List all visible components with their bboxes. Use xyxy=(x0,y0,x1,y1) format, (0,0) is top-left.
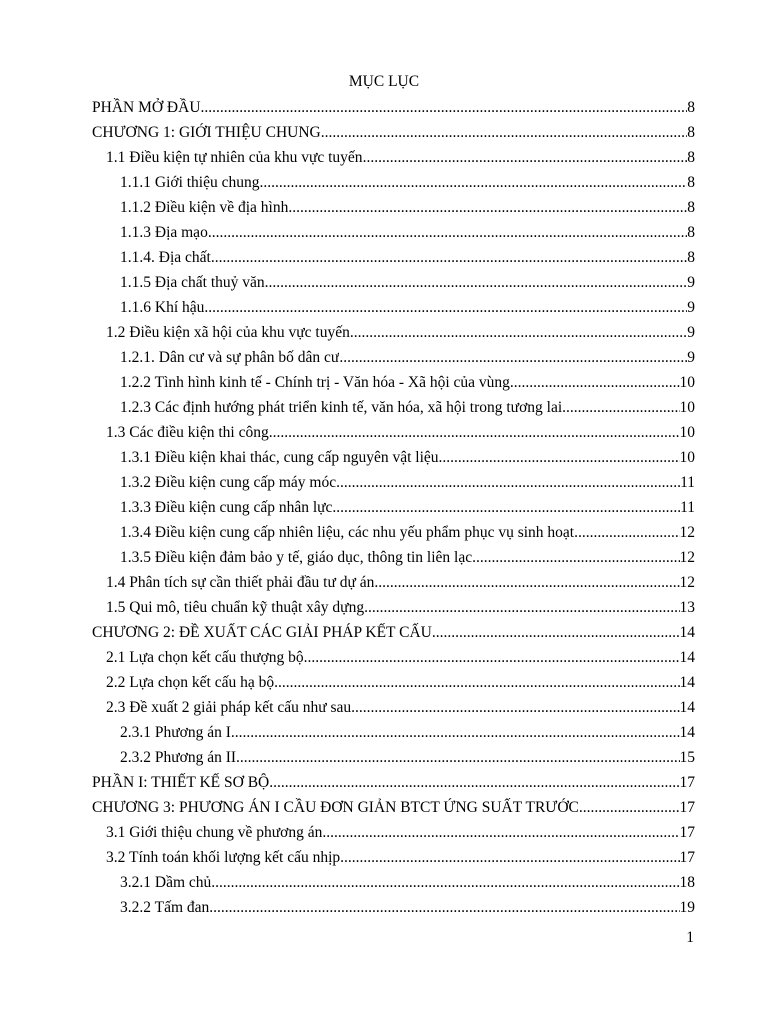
toc-entry-page: 14 xyxy=(679,624,695,641)
toc-entry-page: 8 xyxy=(687,99,695,116)
toc-entry-page: 17 xyxy=(679,799,695,816)
toc-dot-leader xyxy=(579,795,680,820)
toc-entry[interactable] xyxy=(0,345,768,370)
toc-entry-title: 1.1.3 Địa mạo xyxy=(120,224,208,241)
toc-entry[interactable] xyxy=(0,445,768,470)
toc-entry-title: 3.2.1 Dầm chủ xyxy=(120,874,212,891)
toc-dot-leader xyxy=(201,95,687,120)
toc-entry[interactable] xyxy=(0,620,768,645)
toc-dot-leader xyxy=(211,245,687,270)
toc-entry-title: 1.2 Điều kiện xã hội của khu vực tuyến xyxy=(106,324,350,341)
toc-entry-line xyxy=(120,295,695,320)
toc-entry-title: 2.1 Lựa chọn kết cấu thượng bộ xyxy=(106,649,304,666)
toc-entry-page: 9 xyxy=(687,349,695,366)
toc-entry[interactable] xyxy=(0,545,768,570)
toc-entry[interactable] xyxy=(0,195,768,220)
toc-entry-title: 1.4 Phân tích sự cần thiết phải đầu tư dự án xyxy=(106,574,375,591)
toc-dot-leader xyxy=(208,220,687,245)
toc-dot-leader xyxy=(209,895,679,920)
toc-title: MỤC LỤC xyxy=(348,73,420,90)
toc-entry-page: 8 xyxy=(687,249,695,266)
toc-entry-page: 15 xyxy=(679,749,695,766)
toc-dot-leader xyxy=(269,770,679,795)
toc-entry[interactable] xyxy=(0,845,768,870)
toc-entry-title: CHƯƠNG 2: ĐỀ XUẤT CÁC GIẢI PHÁP KẾT CẤU xyxy=(92,624,432,641)
toc-dot-leader xyxy=(211,870,679,895)
toc-entry-line xyxy=(120,870,695,895)
toc-dot-leader xyxy=(332,495,680,520)
toc-entry[interactable] xyxy=(0,895,768,920)
toc-entry[interactable] xyxy=(0,320,768,345)
toc-entry-title: 1.3.1 Điều kiện khai thác, cung cấp nguyên vật liệu xyxy=(120,449,439,466)
toc-entry-line xyxy=(106,820,695,845)
toc-entry-page: 10 xyxy=(679,449,695,466)
toc-dot-leader xyxy=(562,395,679,420)
toc-dot-leader xyxy=(350,320,687,345)
toc-dot-leader xyxy=(269,420,680,445)
toc-entry[interactable] xyxy=(0,295,768,320)
toc-entry-page: 19 xyxy=(679,899,695,916)
toc-entry-title: 1.1.4. Địa chất xyxy=(120,249,211,266)
toc-entry-line xyxy=(120,895,695,920)
toc-entry-line xyxy=(92,620,695,645)
toc-dot-leader xyxy=(374,570,679,595)
toc-dot-leader xyxy=(321,120,687,145)
toc-dot-leader xyxy=(439,445,680,470)
page-number: 1 xyxy=(686,929,694,946)
toc-entry[interactable] xyxy=(0,370,768,395)
toc-entry-page: 9 xyxy=(687,274,695,291)
toc-entry-title: 1.2.1. Dân cư và sự phân bố dân cư xyxy=(120,349,340,366)
toc-entry-title: 3.2.2 Tấm đan xyxy=(120,899,210,916)
toc-entry-page: 14 xyxy=(679,699,695,716)
toc-entry[interactable] xyxy=(0,670,768,695)
toc-entry-line xyxy=(106,145,695,170)
toc-entry-page: 10 xyxy=(679,424,695,441)
toc-entry-page: 14 xyxy=(679,674,695,691)
toc-entry-line xyxy=(106,570,695,595)
toc-entry[interactable] xyxy=(0,245,768,270)
toc-dot-leader xyxy=(510,370,680,395)
toc-entry[interactable] xyxy=(0,820,768,845)
toc-dot-leader xyxy=(265,270,687,295)
toc-entry[interactable] xyxy=(0,745,768,770)
toc-entry-title: 1.1.1 Giới thiệu chung xyxy=(120,174,260,191)
toc-entry-line xyxy=(92,120,695,145)
toc-entry[interactable] xyxy=(0,645,768,670)
toc-entry-page: 17 xyxy=(679,849,695,866)
toc-entry-line xyxy=(92,795,695,820)
toc-entry[interactable] xyxy=(0,520,768,545)
toc-dot-leader xyxy=(472,545,679,570)
toc-entry-line xyxy=(106,595,695,620)
toc-entry[interactable] xyxy=(0,95,768,120)
toc-entry-title: 1.1.2 Điều kiện về địa hình xyxy=(120,199,289,216)
toc-entry-title: 1.5 Qui mô, tiêu chuẩn kỹ thuật xây dựng xyxy=(106,599,365,616)
toc-entry-page: 10 xyxy=(679,399,695,416)
toc-entry-title: 1.3.5 Điều kiện đảm bảo y tế, giáo dục, thông tin liên lạc xyxy=(120,549,473,566)
toc-entry[interactable] xyxy=(0,220,768,245)
toc-dot-leader xyxy=(339,345,687,370)
toc-entry[interactable] xyxy=(0,870,768,895)
toc-entry-title: PHẦN I: THIẾT KẾ SƠ BỘ xyxy=(92,774,270,791)
toc-entry-page: 9 xyxy=(687,299,695,316)
toc-entry-page: 12 xyxy=(679,574,695,591)
toc-entry-line xyxy=(92,95,695,120)
toc-entry-page: 12 xyxy=(679,524,695,541)
toc-entry[interactable] xyxy=(0,170,768,195)
toc-entry-line xyxy=(120,345,695,370)
toc-dot-leader xyxy=(304,645,680,670)
toc-entry-page: 8 xyxy=(687,199,695,216)
toc-dot-leader xyxy=(363,145,687,170)
toc-entry-line xyxy=(120,545,695,570)
toc-entry-title: CHƯƠNG 3: PHƯƠNG ÁN I CẦU ĐƠN GIẢN BTCT ỨNG SUẤT TRƯỚC xyxy=(92,799,579,816)
toc-entry-page: 17 xyxy=(679,774,695,791)
toc-entry-line xyxy=(106,320,695,345)
toc-entry-title: PHẦN MỞ ĐẦU xyxy=(92,99,201,116)
toc-entry[interactable] xyxy=(0,720,768,745)
toc-entry-line xyxy=(106,645,695,670)
toc-entry-title: 1.1.6 Khí hậu xyxy=(120,299,205,316)
toc-entry[interactable] xyxy=(0,795,768,820)
toc-entry-page: 14 xyxy=(679,649,695,666)
toc-entry-page: 12 xyxy=(679,549,695,566)
toc-entry-line xyxy=(120,520,695,545)
toc-entry-title: 1.1.5 Địa chất thuỷ văn xyxy=(120,274,265,291)
toc-entry-line xyxy=(120,370,695,395)
toc-entry-title: 2.3.1 Phương án I xyxy=(120,724,231,741)
toc-dot-leader xyxy=(260,170,688,195)
toc-dot-leader xyxy=(351,695,679,720)
toc-entry-line xyxy=(120,270,695,295)
toc-dot-leader xyxy=(204,295,687,320)
toc-entry-title: 3.2 Tính toán khối lượng kết cấu nhịp xyxy=(106,849,341,866)
toc-entry-title: 1.3.2 Điều kiện cung cấp máy móc xyxy=(120,474,337,491)
toc-dot-leader xyxy=(231,720,680,745)
toc-entry-title: 1.1 Điều kiện tự nhiên của khu vực tuyến xyxy=(106,149,363,166)
toc-entry-line xyxy=(106,695,695,720)
toc-entry[interactable] xyxy=(0,595,768,620)
table-of-contents xyxy=(0,95,768,920)
toc-entry-title: 1.2.2 Tình hình kinh tế - Chính trị - Văn hóa - Xã hội của vùng xyxy=(120,374,510,391)
toc-entry-line xyxy=(106,845,695,870)
toc-entry[interactable] xyxy=(0,770,768,795)
toc-entry-title: 2.2 Lựa chọn kết cấu hạ bộ xyxy=(106,674,275,691)
toc-entry-title: 1.2.3 Các định hướng phát triển kinh tế, văn hóa, xã hội trong tương lai xyxy=(120,399,563,416)
toc-entry-page: 8 xyxy=(687,124,695,141)
toc-entry-title: 2.3.2 Phương án II xyxy=(120,749,237,766)
toc-entry-title: 3.1 Giới thiệu chung về phương án xyxy=(106,824,323,841)
toc-entry-line xyxy=(120,495,695,520)
toc-dot-leader xyxy=(274,670,679,695)
toc-entry-line xyxy=(120,395,695,420)
toc-dot-leader xyxy=(574,520,679,545)
toc-entry[interactable] xyxy=(0,495,768,520)
toc-entry-title: 2.3 Đề xuất 2 giải pháp kết cấu như sau xyxy=(106,699,352,716)
toc-entry[interactable] xyxy=(0,470,768,495)
toc-dot-leader xyxy=(288,195,687,220)
toc-entry[interactable] xyxy=(0,270,768,295)
toc-entry[interactable] xyxy=(0,145,768,170)
toc-entry-line xyxy=(120,220,695,245)
toc-entry-line xyxy=(120,170,695,195)
toc-dot-leader xyxy=(364,595,679,620)
toc-entry-title: 1.3.4 Điều kiện cung cấp nhiên liệu, các nhu yếu phẩm phục vụ sinh hoạt xyxy=(120,524,575,541)
toc-entry-title: CHƯƠNG 1: GIỚI THIỆU CHUNG xyxy=(92,124,321,141)
toc-entry[interactable] xyxy=(0,570,768,595)
toc-entry-page: 10 xyxy=(679,374,695,391)
toc-entry-line xyxy=(120,245,695,270)
toc-dot-leader xyxy=(432,620,680,645)
toc-entry-page: 9 xyxy=(687,324,695,341)
toc-entry-line xyxy=(120,720,695,745)
toc-entry-page: 11 xyxy=(680,474,695,491)
toc-entry[interactable] xyxy=(0,395,768,420)
toc-entry-line xyxy=(106,670,695,695)
toc-entry-page: 18 xyxy=(679,874,695,891)
toc-entry-line xyxy=(120,745,695,770)
toc-entry-page: 13 xyxy=(679,599,695,616)
toc-dot-leader xyxy=(340,845,679,870)
toc-entry-page: 11 xyxy=(680,499,695,516)
toc-entry-title: 1.3 Các điều kiện thi công xyxy=(106,424,269,441)
toc-entry-page: 8 xyxy=(687,149,695,166)
toc-entry[interactable] xyxy=(0,420,768,445)
toc-entry[interactable] xyxy=(0,695,768,720)
toc-entry-line xyxy=(120,195,695,220)
toc-dot-leader xyxy=(236,745,679,770)
toc-dot-leader xyxy=(336,470,680,495)
toc-entry-title: 1.3.3 Điều kiện cung cấp nhân lực xyxy=(120,499,333,516)
toc-entry[interactable] xyxy=(0,120,768,145)
toc-entry-page: 8 xyxy=(687,174,695,191)
toc-entry-page: 14 xyxy=(679,724,695,741)
toc-dot-leader xyxy=(322,820,679,845)
toc-entry-line xyxy=(120,470,695,495)
toc-entry-page: 17 xyxy=(679,824,695,841)
toc-entry-line xyxy=(106,420,695,445)
toc-entry-line xyxy=(92,770,695,795)
toc-entry-page: 8 xyxy=(687,224,695,241)
toc-entry-line xyxy=(120,445,695,470)
